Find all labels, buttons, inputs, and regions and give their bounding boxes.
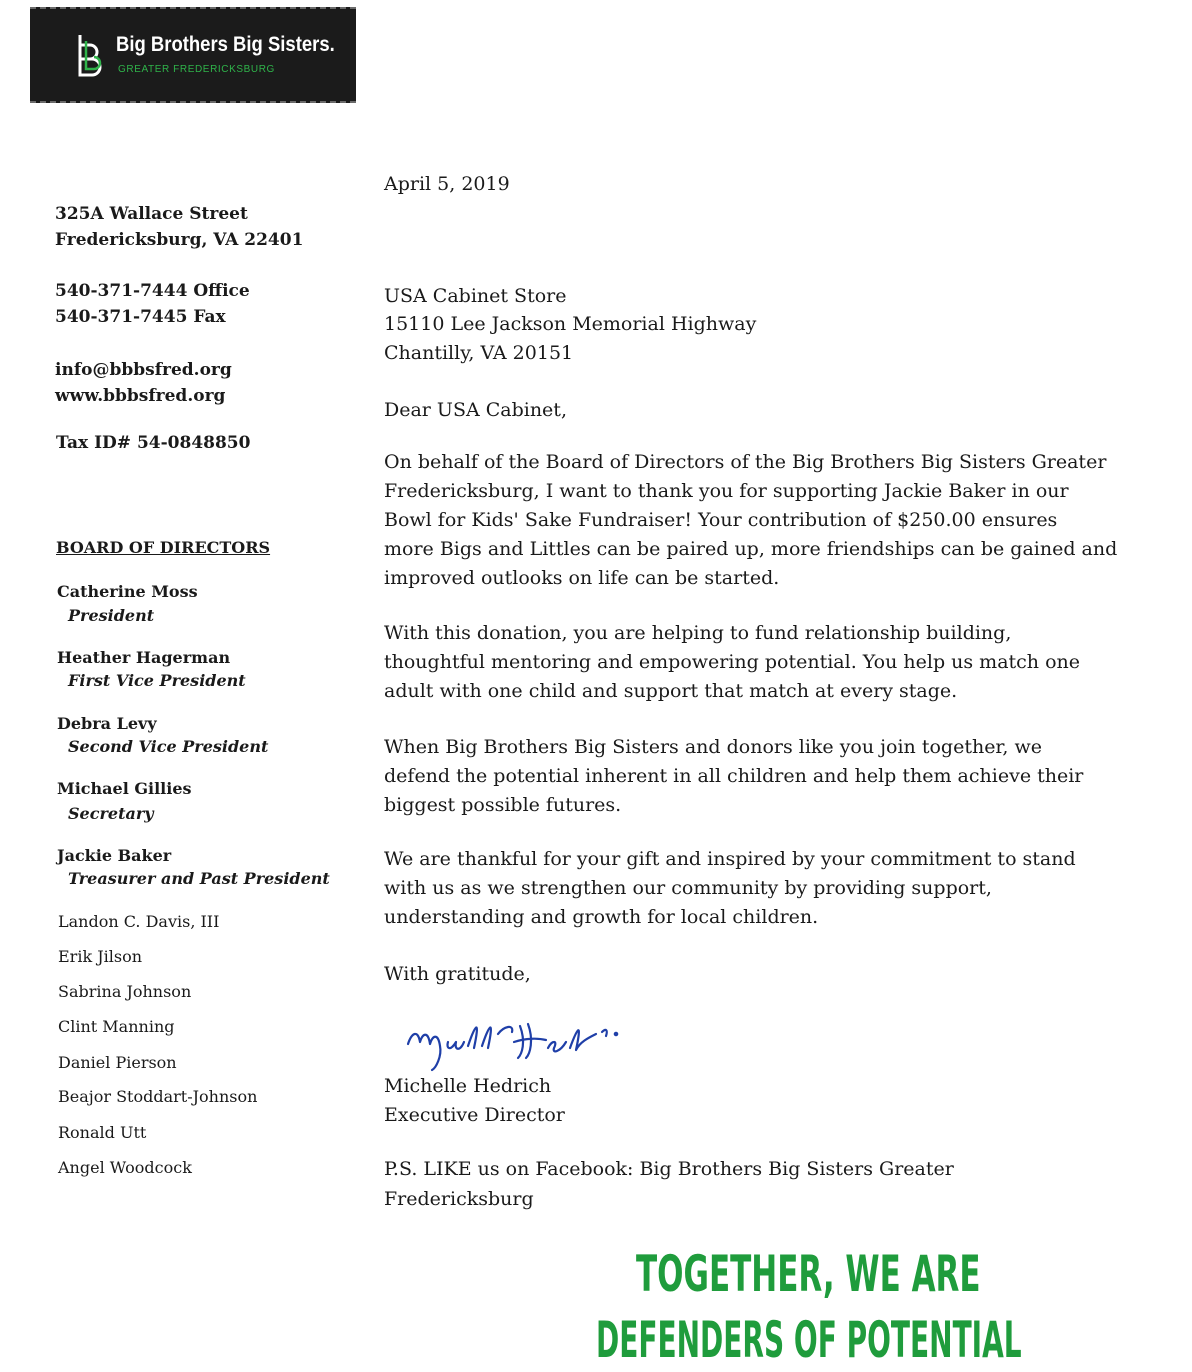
slogan-line-1: TOGETHER, WE ARE [636,1245,981,1303]
officer-role: First Vice President [68,671,246,690]
postscript-line: P.S. LIKE us on Facebook: Big Brothers Big Sisters Greater [384,1158,954,1180]
officer-name: Heather Hagerman [57,648,231,667]
salutation: Dear USA Cabinet, [384,399,567,421]
officer-name: Catherine Moss [57,582,198,601]
board-member: Beajor Stoddart-Johnson [58,1087,258,1106]
paragraph-line: more Bigs and Littles can be paired up, more friendships can be gained and [384,538,1118,560]
board-member: Angel Woodcock [58,1158,192,1177]
email-address: info@bbbsfred.org [55,360,232,380]
board-member: Clint Manning [58,1017,175,1036]
paragraph-line: When Big Brothers Big Sisters and donors like you join together, we [384,736,1043,758]
board-member: Sabrina Johnson [58,982,192,1001]
officer-role: President [68,606,155,625]
signer-title: Executive Director [384,1104,565,1126]
officer-role: Treasurer and Past President [68,869,330,888]
paragraph-line: improved outlooks on life can be started. [384,567,780,589]
phone-fax: 540-371-7445 Fax [55,307,226,327]
slogan-line-2: DEFENDERS OF POTENTIAL [596,1311,1022,1369]
board-heading: BOARD OF DIRECTORS [56,538,271,557]
paragraph-line: thoughtful mentoring and empowering potential. You help us match one [384,651,1080,673]
paragraph-line: with us as we strengthen our community by providing support, [384,877,992,899]
signature-icon [402,1012,626,1074]
postscript-line: Fredericksburg [384,1188,534,1210]
recipient-line: Chantilly, VA 20151 [384,342,574,364]
officer-name: Michael Gillies [57,779,192,798]
bbbs-logo-mark-icon [76,33,108,79]
board-member: Landon C. Davis, III [58,912,220,931]
officer-role: Secretary [68,804,154,823]
letter-date: April 5, 2019 [384,173,510,195]
paragraph-line: biggest possible futures. [384,794,622,816]
letter-paragraph [384,733,1144,820]
organization-logo [30,7,356,103]
paragraph-line: Fredericksburg, I want to thank you for supporting Jackie Baker in our [384,480,1069,502]
recipient-line: 15110 Lee Jackson Memorial Highway [384,313,757,335]
paragraph-line: Bowl for Kids' Sake Fundraiser! Your contribution of $250.00 ensures [384,509,1058,531]
signer-name: Michelle Hedrich [384,1075,552,1097]
tax-id: Tax ID# 54-0848850 [56,433,251,453]
board-member: Erik Jilson [58,947,143,966]
phone-office: 540-371-7444 Office [55,281,250,301]
letter-paragraph [384,619,1144,706]
paragraph-line: With this donation, you are helping to fund relationship building, [384,622,1012,644]
letter-paragraph [384,448,1144,593]
officer-role: Second Vice President [68,737,269,756]
logo-wordmark: Big Brothers Big Sisters. [116,33,335,56]
paragraph-line: adult with one child and support that match at every stage. [384,680,958,702]
website-address: www.bbbsfred.org [55,386,226,406]
paragraph-line: defend the potential inherent in all children and help them achieve their [384,765,1084,787]
officer-name: Jackie Baker [57,846,172,865]
recipient-line: USA Cabinet Store [384,285,567,307]
board-member: Ronald Utt [58,1123,147,1142]
logo-subtitle: GREATER FREDERICKSBURG [118,64,275,75]
address-line-1: 325A Wallace Street [55,204,248,224]
paragraph-line: understanding and growth for local children. [384,906,819,928]
address-line-2: Fredericksburg, VA 22401 [55,230,304,250]
paragraph-line: On behalf of the Board of Directors of the Big Brothers Big Sisters Greater [384,451,1107,473]
closing: With gratitude, [384,963,531,985]
paragraph-line: We are thankful for your gift and inspired by your commitment to stand [384,848,1076,870]
officer-name: Debra Levy [57,714,157,733]
board-member: Daniel Pierson [58,1053,177,1072]
letter-paragraph [384,845,1144,932]
